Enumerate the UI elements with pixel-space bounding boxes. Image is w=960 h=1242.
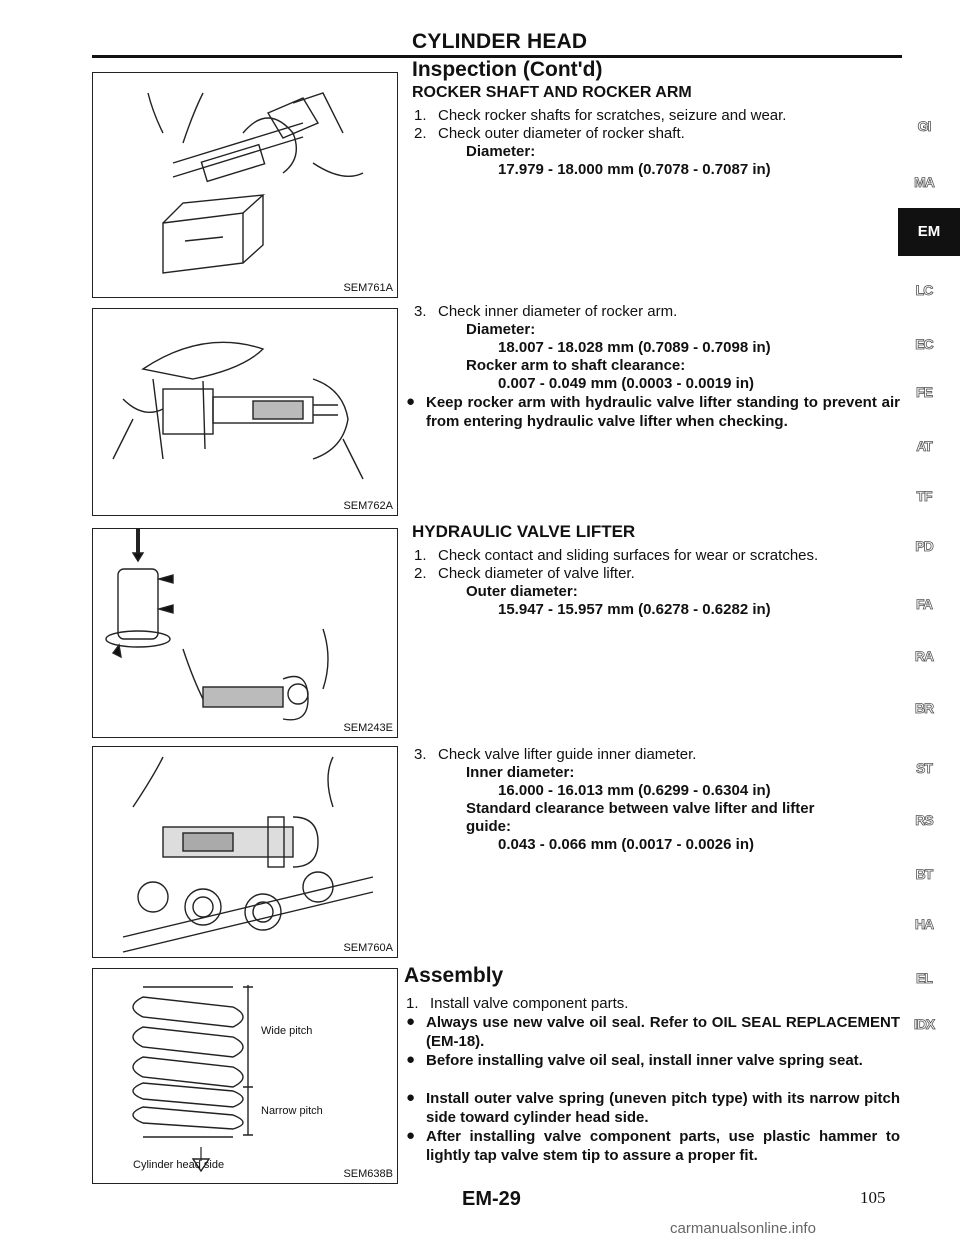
assembly-bullet-3: Install outer valve spring (uneven pitch type) with its narrow pitch side toward cylinder head side. [426, 1090, 900, 1126]
tab-bt[interactable]: BT [915, 866, 933, 882]
tab-ha[interactable]: HA [914, 916, 934, 932]
rocker-step-3: 3. Check inner diameter of rocker arm. [414, 303, 678, 320]
rocker-arm-diameter-label: Diameter: [466, 321, 536, 338]
lifter-step-3: 3. Check valve lifter guide inner diameter. [414, 746, 697, 763]
figure-valve-spring [92, 968, 398, 1184]
tab-st[interactable]: ST [916, 760, 932, 776]
figure-rocker-shaft [92, 72, 398, 298]
assembly-heading: Assembly [404, 964, 504, 987]
tab-br[interactable]: BR [914, 700, 934, 716]
assembly-bullet-1: Always use new valve oil seal. Refer to OIL SEAL REPLACEMENT (EM-18). [426, 1014, 900, 1050]
tab-ra[interactable]: RA [914, 648, 934, 664]
valve-lifter-illustration [93, 529, 399, 739]
bullet-icon: ● [406, 1127, 416, 1144]
figure-code: SEM762A [343, 500, 393, 512]
lifter-std-value: 0.043 - 0.066 mm (0.0017 - 0.0026 in) [498, 836, 754, 853]
rocker-arm-diameter-value: 18.007 - 18.028 mm (0.7089 - 0.7098 in) [498, 339, 771, 356]
lifter-std-label-1: Standard clearance between valve lifter and lifter [466, 800, 815, 817]
tab-lc[interactable]: LC [915, 282, 933, 298]
page-number: 105 [860, 1188, 886, 1207]
tab-em-active[interactable]: EM [898, 208, 960, 256]
figure-code: SEM760A [343, 942, 393, 954]
bullet-icon: ● [406, 1089, 416, 1106]
bullet-icon: ● [406, 1051, 416, 1068]
rocker-clearance-label: Rocker arm to shaft clearance: [466, 357, 686, 374]
rocker-heading: ROCKER SHAFT AND ROCKER ARM [412, 84, 692, 101]
rocker-step-1: 1. Check rocker shafts for scratches, seizure and wear. [414, 107, 787, 124]
tab-rs[interactable]: RS [915, 812, 933, 828]
rocker-diameter-value: 17.979 - 18.000 mm (0.7078 - 0.7087 in) [498, 161, 771, 178]
lifter-step-1: 1. Check contact and sliding surfaces for wear or scratches. [414, 547, 819, 564]
lifter-step-2: 2. Check diameter of valve lifter. [414, 565, 635, 582]
assembly-bullet-4: After installing valve component parts, use plastic hammer to lightly tap valve stem tip to assure a proper fit. [426, 1128, 900, 1164]
lifter-heading: HYDRAULIC VALVE LIFTER [412, 522, 636, 541]
figure-code: SEM761A [343, 282, 393, 294]
bullet-icon: ● [406, 393, 416, 410]
tab-ma[interactable]: MA [914, 174, 934, 190]
rocker-bullet-text: Keep rocker arm with hydraulic valve lifter standing to prevent air from entering hydraulic valve lifter when checking. [426, 394, 900, 430]
cylinder-head-side-label: Cylinder head side [133, 1159, 225, 1171]
page-code: EM-29 [462, 1188, 521, 1210]
tab-gi[interactable]: GI [917, 118, 931, 134]
tab-fe[interactable]: FE [916, 384, 932, 400]
tab-at[interactable]: AT [916, 438, 932, 454]
wide-pitch-label: Wide pitch [261, 1025, 313, 1037]
figure-code: SEM638B [343, 1168, 393, 1180]
tab-pd[interactable]: PD [915, 538, 933, 554]
lifter-std-label-2: guide: [466, 818, 511, 835]
tab-el[interactable]: EL [916, 970, 932, 986]
page-subtitle: Inspection (Cont'd) [412, 58, 603, 81]
bullet-icon: ● [406, 1013, 416, 1030]
lifter-guide-illustration [93, 747, 399, 959]
section-title: CYLINDER HEAD [412, 30, 588, 53]
lifter-inner-value: 16.000 - 16.013 mm (0.6299 - 0.6304 in) [498, 782, 771, 799]
micrometer-illustration [93, 73, 399, 299]
rocker-clearance-value: 0.007 - 0.049 mm (0.0003 - 0.0019 in) [498, 375, 754, 392]
rocker-arm-illustration [93, 309, 399, 517]
lifter-outer-label: Outer diameter: [466, 583, 578, 600]
watermark: carmanualsonline.info [670, 1220, 816, 1237]
lifter-outer-value: 15.947 - 15.957 mm (0.6278 - 0.6282 in) [498, 601, 771, 618]
figure-valve-lifter [92, 528, 398, 738]
tab-idx[interactable]: IDX [913, 1016, 935, 1032]
tab-ec[interactable]: EC [915, 336, 933, 352]
rocker-step-2: 2. Check outer diameter of rocker shaft. [414, 125, 685, 142]
tab-fa[interactable]: FA [916, 596, 932, 612]
figure-code: SEM243E [343, 722, 393, 734]
assembly-step-1: 1. Install valve component parts. [406, 995, 629, 1012]
figure-lifter-guide [92, 746, 398, 958]
assembly-bullet-2: Before installing valve oil seal, install inner valve spring seat. [426, 1052, 863, 1069]
figure-rocker-arm [92, 308, 398, 516]
tab-tf[interactable]: TF [916, 488, 932, 504]
rocker-diameter-label: Diameter: [466, 143, 536, 160]
narrow-pitch-label: Narrow pitch [261, 1105, 323, 1117]
valve-spring-illustration [93, 969, 399, 1185]
lifter-inner-label: Inner diameter: [466, 764, 575, 781]
